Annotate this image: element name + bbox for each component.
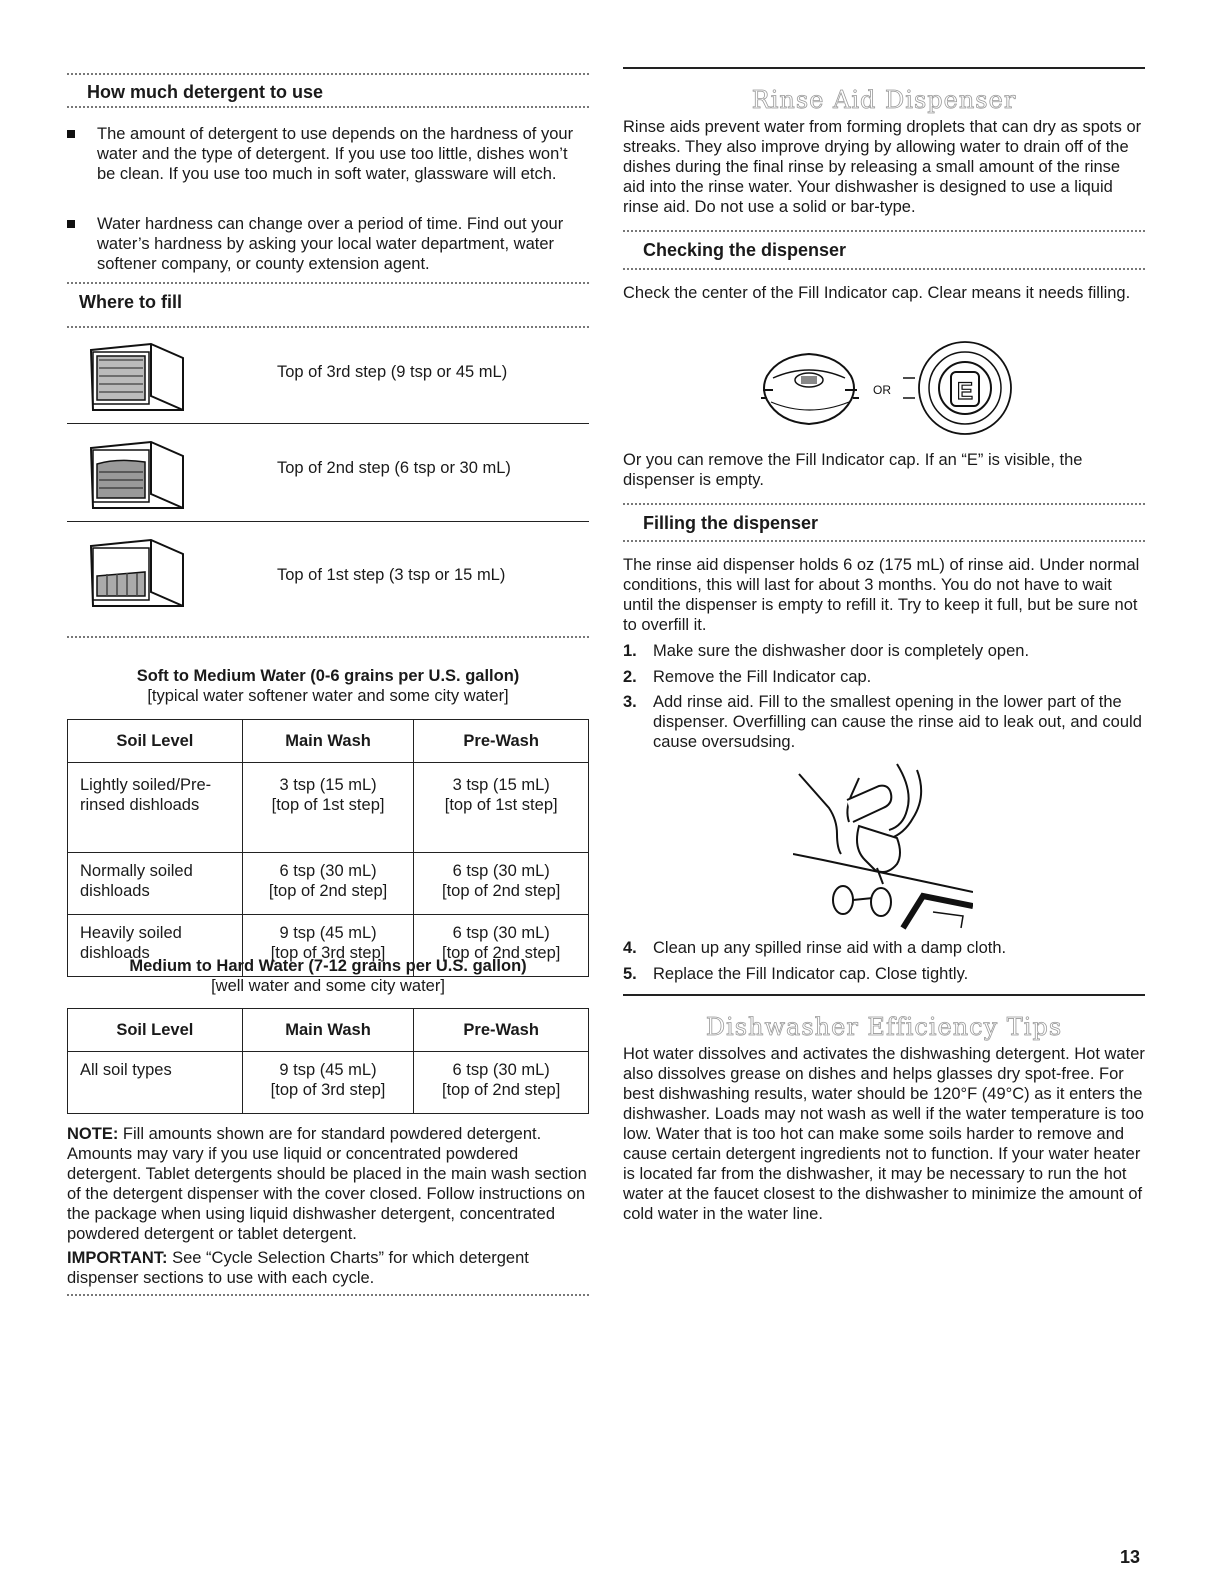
divider <box>67 636 589 638</box>
list-item: 4. Clean up any spilled rinse aid with a damp cloth. <box>623 939 1007 957</box>
divider <box>67 106 589 108</box>
e-indicator-icon <box>903 342 1011 434</box>
fill-level-text: Top of 2nd step (6 tsp or 30 mL) <box>277 459 511 477</box>
table-row <box>68 1052 589 1114</box>
efficiency-tips-text: Hot water dissolves and activates the dishwashing detergent. Hot water also dissolves grease on dishes and helps glasses dry spot-free. For best dishwashing results, water should be 120°F (49°C) as it enters the dishwasher. Loads may not wash as well if the water temperature is too low. Water that is too hot can make some soils harder to remove and cause certain detergent ingredients not to function. If your water heater is located far from the dishwasher, it may be necessary to run the hot water at the faucet closest to the dishwasher to minimize the amount of cold water in the water line. <box>623 1045 1145 1223</box>
soil-level-cell: Normally soiled dishloads <box>68 853 243 915</box>
fill-indicator-cap-illustration <box>753 338 1023 438</box>
rinse-aid-title: Rinse Aid Dispenser <box>751 86 1017 114</box>
soil-level-cell: Lightly soiled/Pre-rinsed dishloads <box>68 763 243 853</box>
bullet-text: The amount of detergent to use depends on the hardness of your water and the type of detergent. If you use too little, dishes won’t be clean. If you use too much in soft water, glassware will etch. <box>97 125 574 183</box>
heading-how-much-detergent: How much detergent to use <box>87 82 324 102</box>
column-header: Pre-Wash <box>414 1009 589 1052</box>
page-number: 13 <box>1120 1547 1141 1567</box>
or-label: OR <box>873 383 891 397</box>
detergent-cup-full-icon <box>87 340 187 416</box>
rinse-intro: Rinse aids prevent water from forming droplets that can dry as spots or streaks. They also improve drying by allowing water to drain off of the dishes during the final rinse by releasing a small amount of the rinse aid into the rinse water. Your dishwasher is designed to use a liquid rinse aid. Do not use a solid or bar-type. <box>623 118 1142 216</box>
table-header-row <box>68 720 589 763</box>
section-rule <box>623 994 1145 996</box>
pre-wash-cell: 3 tsp (15 mL) [top of 1st step] <box>414 763 589 853</box>
column-header: Main Wash <box>242 1009 414 1052</box>
filling-intro: The rinse aid dispenser holds 6 oz (175 mL) of rinse aid. Under normal conditions, this will last for about 3 months. You do not have to wait until the dispenser is empty to refill it. Try to keep it full, but be sure not to overfill it. <box>623 556 1140 634</box>
bullet-square-icon <box>67 130 75 138</box>
soil-level-cell: Heavily soiled dishloads <box>68 915 243 977</box>
checking-text: Check the center of the Fill Indicator cap. Clear means it needs filling. <box>623 284 1131 302</box>
soft-water-subtitle: [typical water softener water and some city water] <box>147 687 509 705</box>
hard-water-subtitle: [well water and some city water] <box>211 977 445 995</box>
list-item: 1. Make sure the dishwasher door is completely open. <box>623 642 1030 660</box>
pre-wash-cell: 6 tsp (30 mL) [top of 2nd step] <box>414 853 589 915</box>
efficiency-tips-title: Dishwasher Efficiency Tips <box>705 1013 1063 1041</box>
note-paragraph: NOTE: Fill amounts shown are for standard powdered detergent. Amounts may vary if you use liquid or concentrated powdered detergent. Tablet detergents should be placed in the main wash section of the detergent dispenser with the cover closed. Follow instructions on the package when using liquid dishwasher detergent, concentrated powdered detergent or tablet detergent. <box>67 1125 587 1243</box>
column-header: Soil Level <box>68 1009 243 1052</box>
divider <box>623 268 1145 270</box>
main-wash-cell: 9 tsp (45 mL) [top of 3rd step] <box>242 915 414 977</box>
table-header-row <box>68 1009 589 1052</box>
main-wash-cell: 9 tsp (45 mL) [top of 3rd step] <box>242 1052 414 1114</box>
soil-level-cell: All soil types <box>68 1052 243 1114</box>
divider <box>67 73 589 75</box>
column-header: Main Wash <box>242 720 414 763</box>
soft-water-title: Soft to Medium Water (0-6 grains per U.S. gallon) <box>136 667 520 685</box>
bullet-square-icon <box>67 220 75 228</box>
main-wash-cell: 6 tsp (30 mL) [top of 2nd step] <box>242 853 414 915</box>
detergent-cup-two-thirds-icon <box>87 438 187 514</box>
divider <box>67 326 589 328</box>
heading-checking-dispenser: Checking the dispenser <box>643 240 847 260</box>
divider <box>623 540 1145 542</box>
detergent-cup-one-third-icon <box>87 536 187 612</box>
bullet-text: Water hardness can change over a period of time. Find out your water’s hardness by asking your local water department, water softener company, or county extension agent. <box>97 215 564 273</box>
fill-level-row <box>67 330 589 424</box>
fill-level-text: Top of 3rd step (9 tsp or 45 mL) <box>277 363 508 381</box>
section-rule <box>623 67 1145 69</box>
list-item: 2. Remove the Fill Indicator cap. <box>623 668 872 686</box>
table-row <box>68 853 589 915</box>
fill-level-row <box>67 424 589 522</box>
list-item: 5. Replace the Fill Indicator cap. Close tightly. <box>623 965 969 983</box>
fill-level-text: Top of 1st step (3 tsp or 15 mL) <box>277 566 506 584</box>
heading-filling-dispenser: Filling the dispenser <box>643 513 819 533</box>
heading-where-to-fill: Where to fill <box>79 292 182 312</box>
divider <box>623 503 1145 505</box>
divider <box>67 1294 589 1296</box>
soft-water-table <box>67 719 589 977</box>
column-header: Pre-Wash <box>414 720 589 763</box>
list-item: 3. Add rinse aid. Fill to the smallest opening in the lower part of the dispenser. Overfilling can cause the rinse aid to leak out, and could cause oversudsing. <box>623 693 1142 751</box>
main-wash-cell: 3 tsp (15 mL) [top of 1st step] <box>242 763 414 853</box>
pouring-rinse-aid-illustration <box>793 760 973 930</box>
pre-wash-cell: 6 tsp (30 mL) [top of 2nd step] <box>414 915 589 977</box>
fill-level-row <box>67 522 589 634</box>
important-paragraph: IMPORTANT: See “Cycle Selection Charts” for which detergent dispenser sections to use with each cycle. <box>67 1249 529 1287</box>
svg-text:E: E <box>956 378 974 405</box>
table-row <box>68 763 589 853</box>
divider <box>623 230 1145 232</box>
hard-water-title: Medium to Hard Water (7-12 grains per U.S. gallon) <box>129 957 527 975</box>
hard-water-table <box>67 1008 589 1114</box>
fill-indicator-cap-icon <box>761 354 859 424</box>
remove-cap-text: Or you can remove the Fill Indicator cap. If an “E” is visible, the dispenser is empty. <box>623 451 1083 489</box>
divider <box>67 282 589 284</box>
pre-wash-cell: 6 tsp (30 mL) [top of 2nd step] <box>414 1052 589 1114</box>
column-header: Soil Level <box>68 720 243 763</box>
